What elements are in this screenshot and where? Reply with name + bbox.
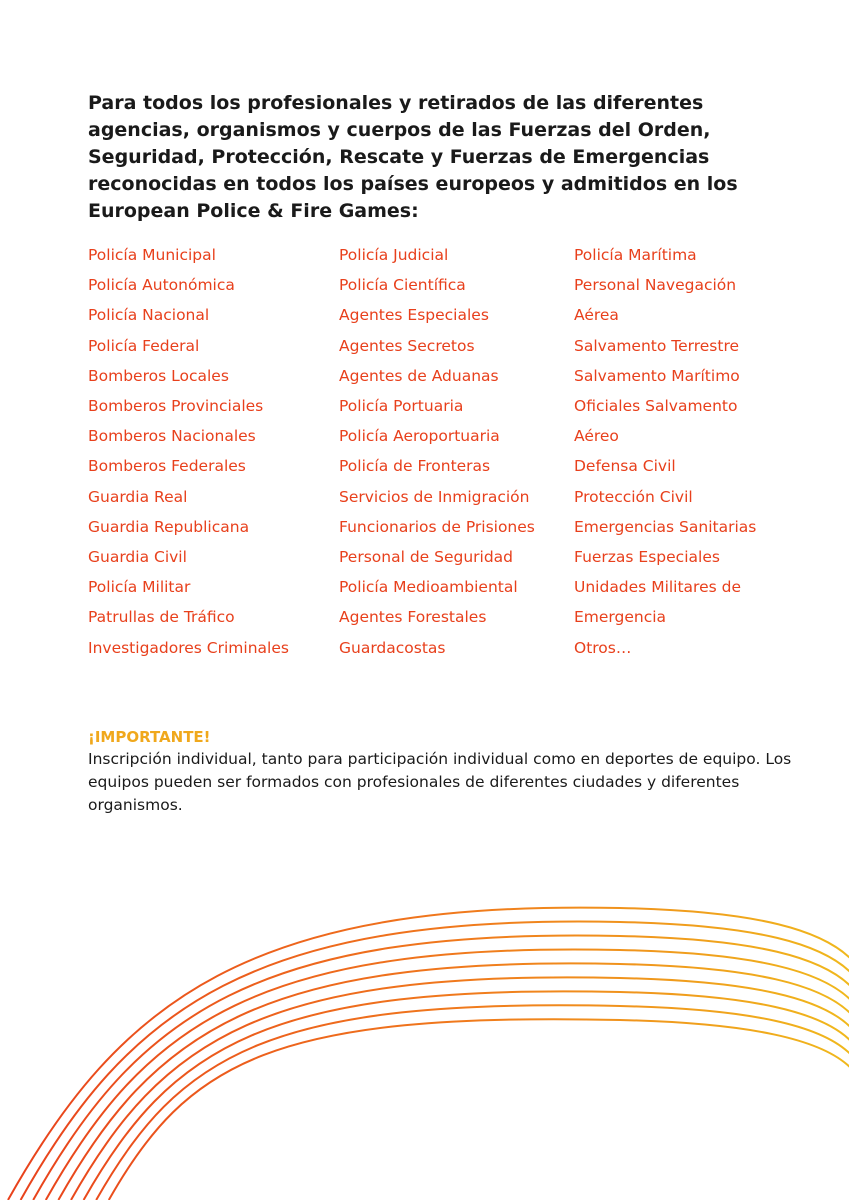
list-item: Agentes Secretos (339, 336, 475, 355)
list-item: Agentes de Aduanas (339, 366, 499, 385)
list-item: Policía Federal (88, 336, 200, 355)
agency-list-column-3 (574, 240, 756, 663)
list-item: Fuerzas Especiales (574, 548, 720, 567)
list-item: Policía Portuaria (339, 397, 464, 416)
list-item: Personal Navegación (574, 276, 737, 295)
list-item: Emergencias Sanitarias (574, 517, 757, 536)
list-item: Unidades Militares de (574, 578, 742, 597)
arc-line (84, 991, 849, 1200)
arc-line (21, 922, 849, 1200)
list-item: Aéreo (574, 427, 619, 446)
list-item: Policía Marítima (574, 246, 697, 264)
arc-line (33, 935, 849, 1200)
agency-list-column-2 (339, 240, 535, 663)
list-item: Bomberos Nacionales (88, 427, 256, 446)
list-item: Salvamento Marítimo (574, 366, 740, 385)
list-item: Bomberos Federales (88, 457, 246, 476)
list-item: Oficiales Salvamento (574, 397, 738, 416)
agency-list-column-1 (88, 240, 289, 663)
important-note: Inscripción individual, tanto para participación individual como en deportes de equipo. Los equipos pueden ser formados con profesionales de diferentes ciudades y diferentes organismos. (88, 750, 792, 814)
list-item: Funcionarios de Prisiones (339, 517, 535, 536)
list-item: Guardia Civil (88, 548, 187, 567)
list-item: Bomberos Provinciales (88, 397, 264, 416)
list-item: Policía Medioambiental (339, 578, 518, 597)
list-item: Policía Aeroportuaria (339, 427, 500, 446)
list-item: Servicios de Inmigración (339, 487, 530, 506)
list-item: Guardacostas (339, 638, 446, 657)
arc-line (71, 977, 849, 1200)
list-item: Policía Científica (339, 276, 466, 295)
list-item: Guardia Real (88, 487, 188, 506)
list-item: Otros… (574, 638, 632, 657)
list-item: Policía de Fronteras (339, 457, 491, 476)
list-item: Policía Militar (88, 578, 191, 597)
arc-line (8, 908, 849, 1200)
list-item: Bomberos Locales (88, 366, 229, 385)
arc-line (58, 963, 849, 1200)
list-item: Guardia Republicana (88, 517, 250, 536)
list-item: Patrullas de Tráfico (88, 608, 235, 627)
list-item: Salvamento Terrestre (574, 336, 740, 355)
list-item: Policía Autonómica (88, 276, 235, 295)
list-item: Personal de Seguridad (339, 548, 514, 567)
list-item: Policía Nacional (88, 306, 210, 325)
arc-line (109, 1019, 849, 1200)
important-heading: ¡IMPORTANTE! (88, 728, 211, 746)
list-item: Protección Civil (574, 487, 693, 506)
list-item: Agentes Especiales (339, 306, 489, 325)
list-item: Agentes Forestales (339, 608, 487, 627)
list-item: Defensa Civil (574, 457, 676, 476)
list-item: Policía Judicial (339, 246, 449, 264)
list-item: Policía Municipal (88, 246, 216, 264)
list-item: Investigadores Criminales (88, 638, 289, 657)
arc-line (96, 1005, 849, 1200)
list-item: Emergencia (574, 608, 667, 627)
arc-line (46, 949, 849, 1200)
list-item: Aérea (574, 306, 619, 325)
intro-paragraph: Para todos los profesionales y retirados de las diferentes agencias, organismos y cuerpos de las Fuerzas del Orden, Seguridad, Protección, Rescate y Fuerzas de Emergencias reconocidas en todos los países europeos y admitidos en los European Police & Fire Games: (88, 92, 738, 222)
